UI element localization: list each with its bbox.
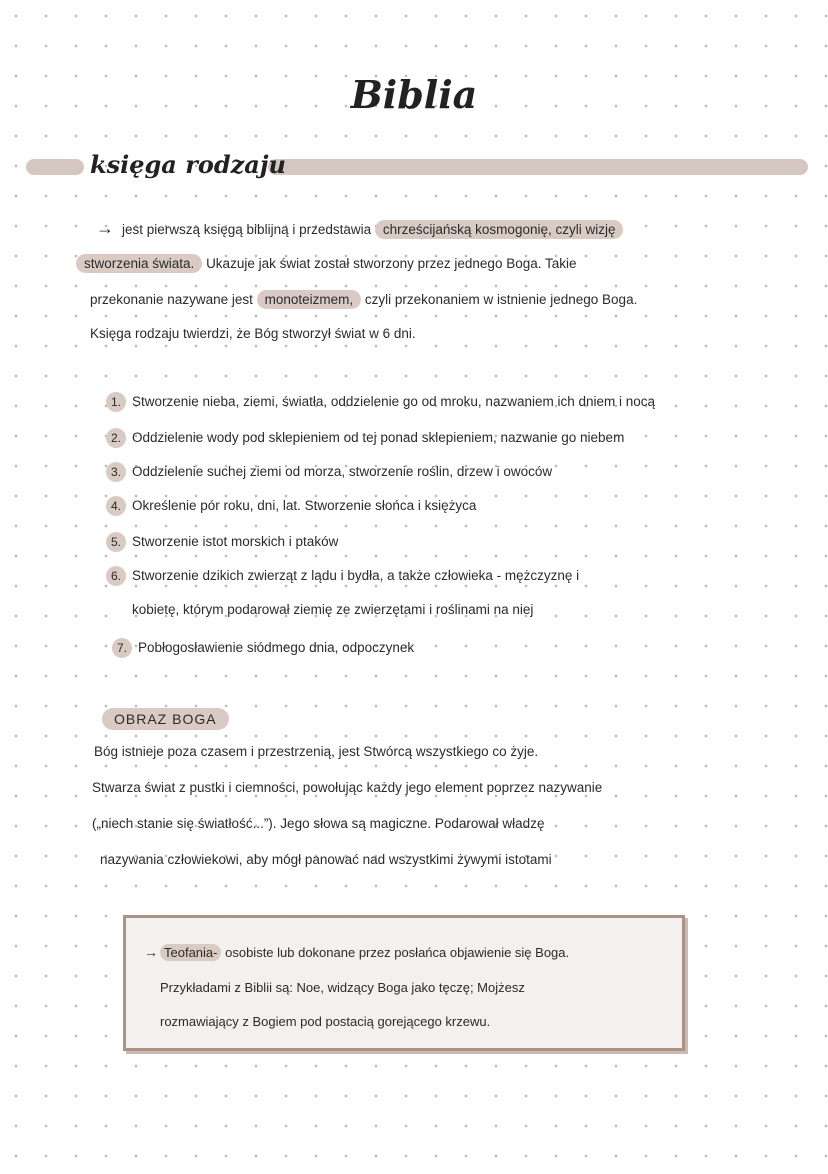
paragraph-line: Stwarza świat z pustki i ciemności, powołując każdy jego element poprzez nazywanie — [92, 780, 603, 795]
list-item — [106, 496, 476, 516]
list-item — [106, 428, 624, 448]
day-text: Pobłogosławienie siódmego dnia, odpoczynek — [138, 640, 415, 655]
intro-text: Ukazuje jak świat został stworzony przez jednego Boga. Takie — [206, 256, 577, 271]
highlight-monoteizm: monoteizmem, — [257, 290, 362, 309]
heading-bar-left — [26, 159, 84, 175]
day-text: Oddzielenie suchej ziemi od morza, stworzenie roślin, drzew i owoców — [132, 464, 553, 479]
section-heading: księga rodzaju — [90, 150, 286, 179]
list-item — [112, 638, 414, 658]
day-text: Stworzenie nieba, ziemi, światła, oddzielenie go od mroku, nazwaniem ich dniem i nocą — [132, 394, 656, 409]
intro-line-3 — [90, 292, 637, 307]
page-title: Biblia — [350, 72, 478, 117]
day-number: 7. — [112, 638, 132, 658]
day-number: 3. — [106, 462, 126, 482]
day-number: 1. — [106, 392, 126, 412]
list-item — [106, 532, 338, 552]
theophany-note-box — [123, 915, 685, 1051]
highlight-stworzenie: stworzenia świata. — [76, 254, 202, 273]
note-term: Teofania- — [160, 944, 221, 961]
intro-text: przekonanie nazywane jest — [90, 292, 253, 307]
intro-text: czyli przekonaniem w istnienie jednego Boga. — [364, 292, 638, 307]
day-text: Oddzielenie wody pod sklepieniem od tej ponad sklepieniem, nazwanie go niebem — [132, 430, 625, 445]
section-label-obraz-boga: OBRAZ BOGA — [102, 708, 229, 730]
heading-bar-right — [268, 159, 808, 175]
arrow-right-icon: → — [96, 218, 114, 238]
day-number: 2. — [106, 428, 126, 448]
day-number: 4. — [106, 496, 126, 516]
intro-line-2 — [76, 256, 577, 271]
day-number: 5. — [106, 532, 126, 552]
list-item — [106, 462, 552, 482]
list-item-continuation — [132, 602, 533, 617]
intro-line-4: Księga rodzaju twierdzi, że Bóg stworzył świat w 6 dni. — [90, 326, 416, 341]
note-line-2: Przykładami z Biblii są: Noe, widzący Boga jako tęczę; Mojżesz — [160, 980, 525, 995]
paragraph-line: nazywania człowiekowi, aby mógł panować nad wszystkimi żywymi istotami — [100, 852, 552, 867]
day-text: Stworzenie istot morskich i ptaków — [132, 534, 339, 549]
list-item — [106, 566, 579, 586]
note-text: osobiste lub dokonane przez posłańca objawienie się Boga. — [225, 945, 570, 960]
day-number: 6. — [106, 566, 126, 586]
intro-line-1 — [96, 218, 623, 239]
paragraph-line: („niech stanie się światłość...”). Jego słowa są magiczne. Podarował władzę — [92, 816, 545, 831]
note-line-1 — [144, 944, 569, 960]
day-text: Stworzenie dzikich zwierząt z lądu i bydła, a także człowieka - mężczyznę i — [132, 568, 580, 583]
list-item — [106, 392, 655, 412]
day-text: kobietę, którym podarował ziemię ze zwierzętami i roślinami na niej — [132, 602, 534, 617]
note-line-3: rozmawiający z Bogiem pod postacią gorejącego krzewu. — [160, 1014, 491, 1029]
day-text: Określenie pór roku, dni, lat. Stworzenie słońca i księżyca — [132, 498, 477, 513]
intro-text: jest pierwszą księgą biblijną i przedstawia — [122, 222, 372, 237]
arrow-right-icon: → — [144, 944, 158, 960]
highlight-kosmogonia: chrześcijańską kosmogonię, czyli wizję — [375, 220, 624, 239]
paragraph-line: Bóg istnieje poza czasem i przestrzenią, jest Stwórcą wszystkiego co żyje. — [94, 744, 539, 759]
